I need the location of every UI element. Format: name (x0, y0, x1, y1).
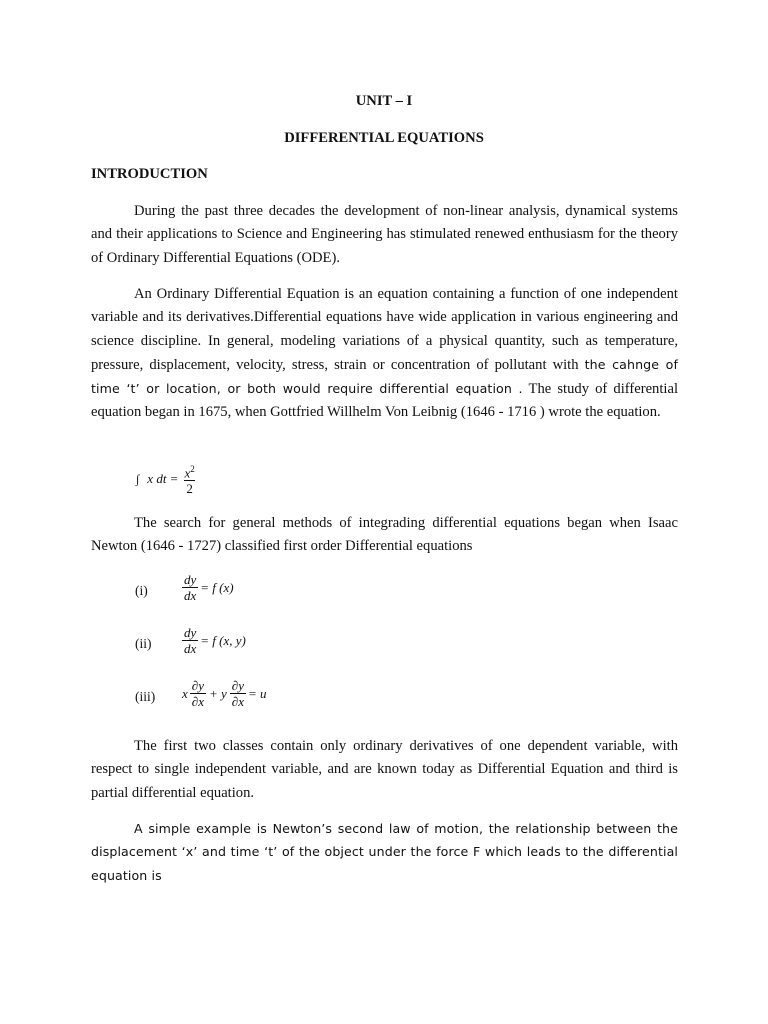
fraction-numerator (182, 462, 196, 480)
leibniz-equation (136, 462, 197, 496)
paragraph-text: During the past three decades the development of non-linear analysis, dynamical systems and their applications to Science and Engineering has stimulated renewed enthusiasm for the theory of Ordinary Differential Equations (ODE). (91, 203, 678, 266)
equation-label-ii: (ii) (135, 636, 152, 651)
fraction-numerator: dy (184, 572, 197, 587)
unit-title: UNIT – I (355, 93, 413, 109)
fraction-denominator: ∂x (191, 694, 204, 709)
fraction (182, 462, 196, 496)
equation-label-iii: (iii) (135, 689, 156, 704)
paragraph-text: The study of differential equation began in 1675, when Gottfried Willhelm Von Leibnig (1646 - 1716 ) wrote the equation. (91, 381, 678, 421)
paragraph-text: The first two classes contain only ordinary derivatives of one dependent variable, with respect to single independent variable, and are known today as Differential Equation and third is partial differential equation. (91, 738, 678, 801)
equation-variable: x (182, 685, 188, 701)
fraction-denominator: dx (184, 588, 197, 603)
fraction-denominator: ∂x (231, 694, 244, 709)
paragraph-ode-classes (91, 735, 678, 805)
fraction-denominator: dx (184, 641, 197, 656)
fraction (182, 625, 198, 656)
paragraph-text: The search for general methods of integrading differential equations began when Isaac Newton (1646 - 1727) classified first order Differential equations (91, 515, 678, 555)
paragraph-ode-definition (91, 283, 678, 425)
fraction-denominator: 2 (186, 481, 193, 497)
exponent: 2 (190, 464, 195, 474)
equation-iii (182, 678, 267, 709)
paragraph-text: A simple example is Newton’s second law of motion, the relationship between the displacement ‘x’ and time ‘t’ of the object under the force F which leads to the differential equation is (91, 821, 678, 883)
integral-symbol: ∫ (136, 471, 140, 486)
equation-rhs: = f (x, y) (200, 632, 246, 648)
paragraph-text: An Ordinary Differential Equation is an equation containing a function of one independent variable and its derivatives.Differential equations have wide application in various engineering and science discipline. In general, modeling variations of a physical quantity, such as temperature, pressure, displacement, velocity, stress, strain or concentration of pollutant with (91, 286, 678, 373)
fraction (182, 572, 198, 603)
equation-lhs: x dt = (147, 471, 179, 487)
fraction-numerator: dy (184, 625, 197, 640)
equation-term: + y (208, 685, 227, 701)
equation-label-i: (i) (135, 583, 148, 598)
section-heading: INTRODUCTION (91, 166, 208, 182)
fraction-numerator: ∂y (191, 678, 204, 693)
document-title: DIFFERENTIAL EQUATIONS (284, 130, 484, 146)
paragraph-ode-history (91, 200, 678, 270)
fraction (230, 678, 246, 709)
equation-rhs: = u (247, 685, 267, 701)
fraction (190, 678, 206, 709)
paragraph-newton-example (91, 817, 678, 887)
equation-rhs: = f (x) (200, 579, 234, 595)
paragraph-newton-classification (91, 512, 678, 559)
equation-i (182, 572, 234, 603)
paragraph-text-sans: the cahnge of time ‘t’ or location, or both would require differential equation . (91, 356, 678, 397)
equation-ii (182, 625, 246, 656)
fraction-numerator: ∂y (231, 678, 244, 693)
numerator-var: x (184, 465, 191, 481)
